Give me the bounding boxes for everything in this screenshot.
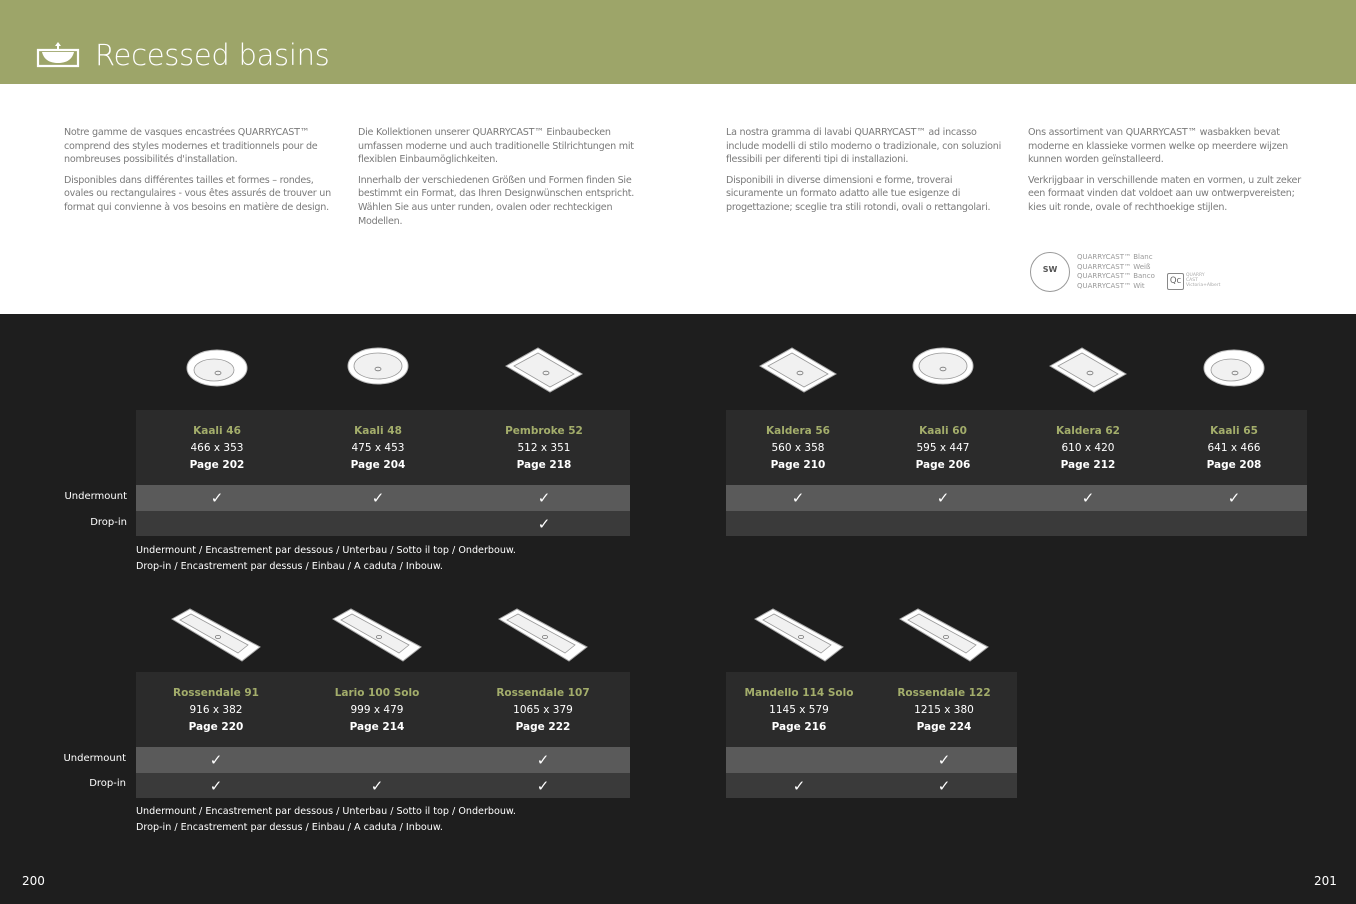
model-cell[interactable] xyxy=(864,685,1024,736)
model-name: Rossendale 122 xyxy=(897,687,991,699)
intro-nl-paragraph-2: Verkrijgbaar in verschillende maten en vormen, u zult zeker een formaat vinden dat voldoet aan uw ontwerpvereisten; kies uit ronde, ovale of rechthoekige stijlen. xyxy=(1028,174,1301,213)
legend-dropin: Drop-in / Encastrement par dessus / Einbau / A caduta / Inbouw. xyxy=(136,561,443,572)
model-cell[interactable] xyxy=(297,685,457,736)
model-name: Pembroke 52 xyxy=(505,425,583,437)
legend-undermount: Undermount / Encastrement par dessous / Unterbau / Sotto il top / Onderbouw. xyxy=(136,545,516,556)
model-name: Rossendale 91 xyxy=(173,687,259,699)
row-label-dropin: Drop-in xyxy=(89,778,126,789)
model-cell[interactable] xyxy=(463,685,623,736)
colour-list xyxy=(1077,253,1155,291)
intro-french xyxy=(64,126,332,222)
legend-top xyxy=(136,543,516,575)
undermount-check-icon: ✓ xyxy=(536,751,550,769)
model-dimensions: 475 x 453 xyxy=(351,442,405,454)
model-name: Mandello 114 Solo xyxy=(744,687,854,699)
intro-de-paragraph-1: Die Kollektionen unserer QUARRYCAST™ Einbaubecken umfassen moderne und auch traditionelle Stilrichtungen mit flexiblen Einbaumöglichkeiten. xyxy=(358,127,634,166)
intro-it-paragraph-2: Disponibili in diverse dimensioni e forme, troverai sicuramente un formato adatto alle tue esigenze di progettazione; sceglie tra stili rotondi, ovali o rettangolari. xyxy=(726,174,991,213)
undermount-row xyxy=(726,747,1017,773)
dropin-row xyxy=(726,773,1017,798)
model-name: Kaali 65 xyxy=(1210,425,1258,437)
model-page-reference: Page 204 xyxy=(350,459,406,471)
colour-item: QUARRYCAST™ Blanc xyxy=(1077,253,1153,261)
undermount-check-icon: ✓ xyxy=(1227,489,1241,507)
dropin-check-icon: ✓ xyxy=(937,777,951,795)
model-cell[interactable] xyxy=(464,423,624,474)
model-dimensions: 641 x 466 xyxy=(1207,442,1261,454)
model-dimensions: 560 x 358 xyxy=(771,442,825,454)
undermount-check-icon: ✓ xyxy=(209,751,223,769)
row-label-dropin: Drop-in xyxy=(90,517,127,528)
model-cell[interactable] xyxy=(1008,423,1168,474)
model-dimensions: 916 x 382 xyxy=(189,704,243,716)
model-name: Kaali 48 xyxy=(354,425,402,437)
intro-it-paragraph-1: La nostra gramma di lavabi QUARRYCAST™ ad incasso include modelli di stilo moderno o tradizionale, con soluzioni flessibili per diferenti tipi di installazioni. xyxy=(726,127,1002,166)
model-page-reference: Page 216 xyxy=(771,721,827,733)
model-dimensions: 595 x 447 xyxy=(916,442,970,454)
intro-italian xyxy=(726,126,1002,222)
undermount-check-icon: ✓ xyxy=(937,751,951,769)
colour-code-badge xyxy=(1030,252,1070,292)
logo-text-line: CAST xyxy=(1186,278,1198,284)
model-cell[interactable] xyxy=(137,423,297,474)
dropin-check-icon: ✓ xyxy=(209,777,223,795)
model-page-reference: Page 222 xyxy=(515,721,571,733)
basin-image xyxy=(1046,344,1130,400)
model-page-reference: Page 224 xyxy=(916,721,972,733)
page-title: Recessed basins xyxy=(95,38,330,72)
row-label-undermount: Undermount xyxy=(64,491,127,502)
model-dimensions: 466 x 353 xyxy=(190,442,244,454)
model-cell[interactable] xyxy=(1154,423,1314,474)
intro-fr-paragraph-1: Notre gamme de vasques encastrées QUARRYCAST™ comprend des styles modernes et traditionnels pour de nombreuses possibilités d'installation. xyxy=(64,127,318,166)
colour-item: QUARRYCAST™ Banco xyxy=(1077,272,1155,281)
basin-image xyxy=(182,344,252,400)
quarrycast-logo: Qc xyxy=(1167,273,1184,290)
model-name: Kaali 46 xyxy=(193,425,241,437)
model-page-reference: Page 202 xyxy=(189,459,245,471)
model-name: Kaldera 56 xyxy=(766,425,830,437)
basin-image xyxy=(753,605,845,669)
page-number-left: 200 xyxy=(22,874,45,888)
row-label-undermount: Undermount xyxy=(63,753,126,764)
model-dimensions: 1065 x 379 xyxy=(513,704,573,716)
model-cell[interactable] xyxy=(718,423,878,474)
basin-image xyxy=(1199,344,1269,400)
intro-fr-paragraph-2: Disponibles dans différentes tailles et formes – rondes, ovales ou rectangulaires - vous êtes assurés de trouver un format qui convienne à vos besoins en matière de design. xyxy=(64,174,331,213)
basin-image xyxy=(497,605,589,669)
model-cell[interactable] xyxy=(298,423,458,474)
dropin-check-icon: ✓ xyxy=(792,777,806,795)
intro-dutch xyxy=(1028,126,1314,222)
undermount-check-icon: ✓ xyxy=(371,489,385,507)
basin-image xyxy=(908,344,978,400)
model-cell[interactable] xyxy=(863,423,1023,474)
legend-dropin: Drop-in / Encastrement par dessus / Einbau / A caduta / Inbouw. xyxy=(136,822,443,833)
undermount-check-icon: ✓ xyxy=(1081,489,1095,507)
dropin-row xyxy=(726,511,1307,536)
model-dimensions: 1215 x 380 xyxy=(914,704,974,716)
model-page-reference: Page 220 xyxy=(188,721,244,733)
logo-text-line: Victoria+Albert xyxy=(1186,283,1221,289)
colour-item: QUARRYCAST™ Weiß xyxy=(1077,262,1151,271)
basin-image xyxy=(502,344,586,400)
model-page-reference: Page 214 xyxy=(349,721,405,733)
basin-image xyxy=(343,344,413,400)
model-dimensions: 610 x 420 xyxy=(1061,442,1115,454)
model-page-reference: Page 208 xyxy=(1206,459,1262,471)
model-cell[interactable] xyxy=(136,685,296,736)
undermount-check-icon: ✓ xyxy=(537,489,551,507)
model-name: Rossendale 107 xyxy=(496,687,590,699)
model-dimensions: 1145 x 579 xyxy=(769,704,829,716)
recessed-basin-icon xyxy=(36,38,80,72)
undermount-row xyxy=(726,485,1307,511)
dropin-check-icon: ✓ xyxy=(370,777,384,795)
page-number-right: 201 xyxy=(1314,874,1337,888)
undermount-check-icon: ✓ xyxy=(210,489,224,507)
intro-german xyxy=(358,126,638,235)
basin-image xyxy=(898,605,990,669)
intro-nl-paragraph-1: Ons assortiment van QUARRYCAST™ wasbakken bevat moderne en klassieke vormen welke op meerdere wijzen kunnen worden geïnstalleerd. xyxy=(1028,127,1288,166)
legend-bottom xyxy=(136,804,516,836)
basin-image xyxy=(331,605,423,669)
model-page-reference: Page 210 xyxy=(770,459,826,471)
colour-code-text: SW xyxy=(1042,265,1058,274)
undermount-check-icon: ✓ xyxy=(936,489,950,507)
model-page-reference: Page 212 xyxy=(1060,459,1116,471)
model-page-reference: Page 206 xyxy=(915,459,971,471)
dropin-check-icon: ✓ xyxy=(536,777,550,795)
model-page-reference: Page 218 xyxy=(516,459,572,471)
undermount-check-icon: ✓ xyxy=(791,489,805,507)
basin-image xyxy=(756,344,840,400)
model-dimensions: 512 x 351 xyxy=(517,442,571,454)
dropin-check-icon: ✓ xyxy=(537,515,551,533)
model-name: Kaali 60 xyxy=(919,425,967,437)
intro-de-paragraph-2: Innerhalb der verschiedenen Größen und Formen finden Sie bestimmt ein Format, das Ihren Designwünschen entspricht. Wählen Sie aus unter runden, ovalen oder rechteckigen Modellen. xyxy=(358,174,635,227)
legend-undermount: Undermount / Encastrement par dessous / Unterbau / Sotto il top / Onderbouw. xyxy=(136,806,516,817)
quarrycast-logo-text xyxy=(1186,273,1220,289)
colour-item: QUARRYCAST™ Wit xyxy=(1077,281,1145,290)
logo-text-line: QUARRY xyxy=(1186,273,1205,278)
model-name: Kaldera 62 xyxy=(1056,425,1120,437)
model-cell[interactable] xyxy=(719,685,879,736)
basin-image xyxy=(170,605,262,669)
model-name: Lario 100 Solo xyxy=(334,687,420,699)
page-header xyxy=(0,0,1356,84)
model-dimensions: 999 x 479 xyxy=(350,704,404,716)
